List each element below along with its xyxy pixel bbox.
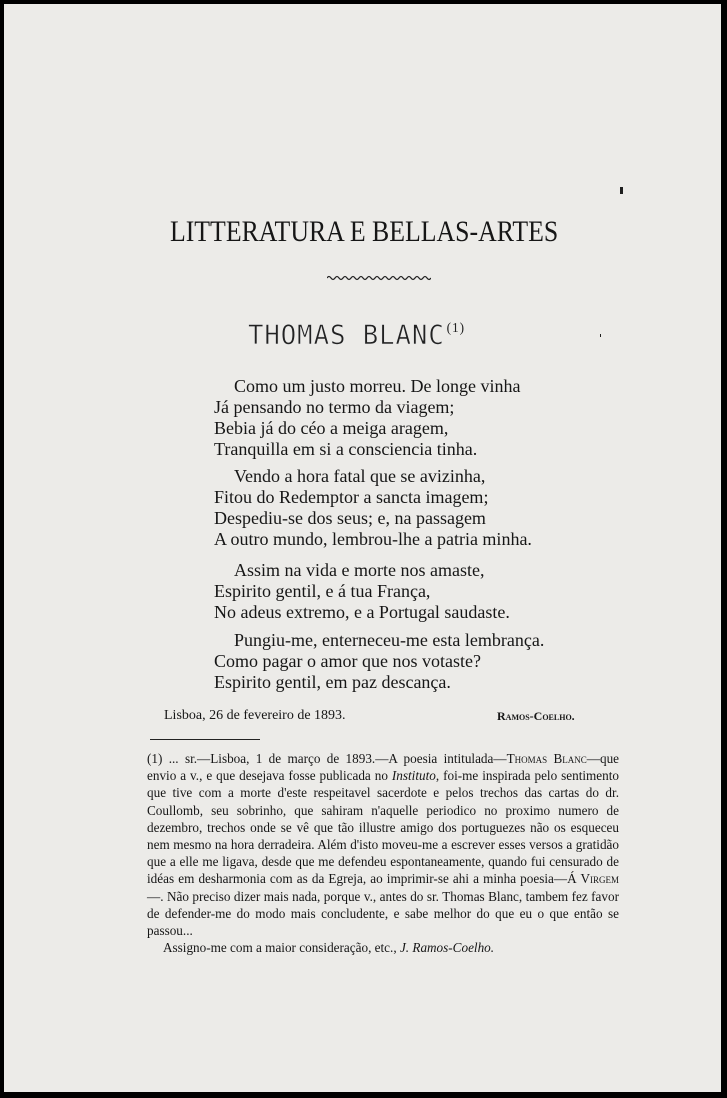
footnote-rule <box>150 739 260 740</box>
stanza-2 <box>214 466 532 550</box>
poem-line: Assim na vida e morte nos amaste, <box>234 560 485 580</box>
footnote-smallcaps: Á Virgem <box>567 871 620 887</box>
footnote-closing <box>147 939 619 956</box>
footnote-text: Assigno-me com a maior consideração, etc., <box>163 940 400 956</box>
poem-line: Vendo a hora fatal que se avizinha, <box>234 466 486 486</box>
poem-title-text: THOMAS BLANC <box>248 320 445 351</box>
dateline: Lisboa, 26 de fevereiro de 1893. <box>164 708 346 723</box>
poem-line: A outro mundo, lembrou-lhe a patria minha. <box>214 529 532 549</box>
footnote-text: , foi-me inspirada pelo sentimento que tive com a morte d'este respeitavel sacerdote e pelos trechos das cartas do dr. Coullomb, seu sobrinho, que sahiram n'aquelle periodico no proximo numero de dezembro, trechos onde se vê que tão illustre amigo dos portuguezes não os esqueceu nem mesmo na hora derradeira. Além d'isto moveu-me a escrever esses versos a gratidão que a elle me ligava, desde que me defendeu espontaneamente, quando fui censurado de idéas em desharmonia com as da Egreja, ao imprimir-se ahi a minha poesia— <box>147 768 619 887</box>
wavy-rule-divider <box>327 274 431 282</box>
footnote <box>147 750 619 956</box>
poem-line: Tranquilla em si a consciencia tinha. <box>214 439 478 459</box>
poem-line: Como um justo morreu. De longe vinha <box>234 376 521 396</box>
poem-line: Fitou do Redemptor a sancta imagem; <box>214 487 489 507</box>
poem-title-footnote-ref: (1) <box>446 321 465 336</box>
footnote-text: (1) ... sr.—Lisboa, 1 de março de 1893.—A poesia intitulada— <box>147 751 507 766</box>
poem-line: Bebia já do céo a meiga aragem, <box>214 418 449 438</box>
document-page <box>4 4 721 1092</box>
poem-line: No adeus extremo, e a Portugal saudaste. <box>214 602 510 622</box>
footnote-text: —. Não preciso dizer mais nada, porque v., antes do sr. Thomas Blanc, tambem fez favor de defender-me do modo mais concludente, e sabe melhor do que eu o que então se passou... <box>147 888 619 939</box>
stanza-1 <box>214 376 520 460</box>
poem-line: Pungiu-me, enterneceu-me esta lembrança. <box>234 630 545 650</box>
stanza-4 <box>214 630 544 693</box>
poem-line: Como pagar o amor que nos votaste? <box>214 651 481 671</box>
poem-title <box>248 320 465 351</box>
ink-speck <box>600 334 601 337</box>
footnote-italic: Instituto <box>391 768 436 784</box>
ink-speck <box>620 187 623 194</box>
poem-line: Já pensando no termo da viagem; <box>214 397 455 417</box>
author-signature: Ramos-Coelho. <box>497 709 575 723</box>
poem-line: Despediu-se dos seus; e, na passagem <box>214 508 486 528</box>
stanza-3 <box>214 560 510 623</box>
poem-line: Espirito gentil, em paz descança. <box>214 672 451 692</box>
footnote-smallcaps: Thomas Blanc <box>506 751 587 766</box>
footnote-italic: J. Ramos-Coelho. <box>399 940 495 956</box>
footnote-paragraph <box>147 750 619 939</box>
section-title: LITTERATURA E BELLAS-ARTES <box>169 215 559 248</box>
footnote-text: —que envio a v., e que desejava fosse publicada no <box>147 751 620 784</box>
poem-line: Espirito gentil, e á tua França, <box>214 581 431 601</box>
